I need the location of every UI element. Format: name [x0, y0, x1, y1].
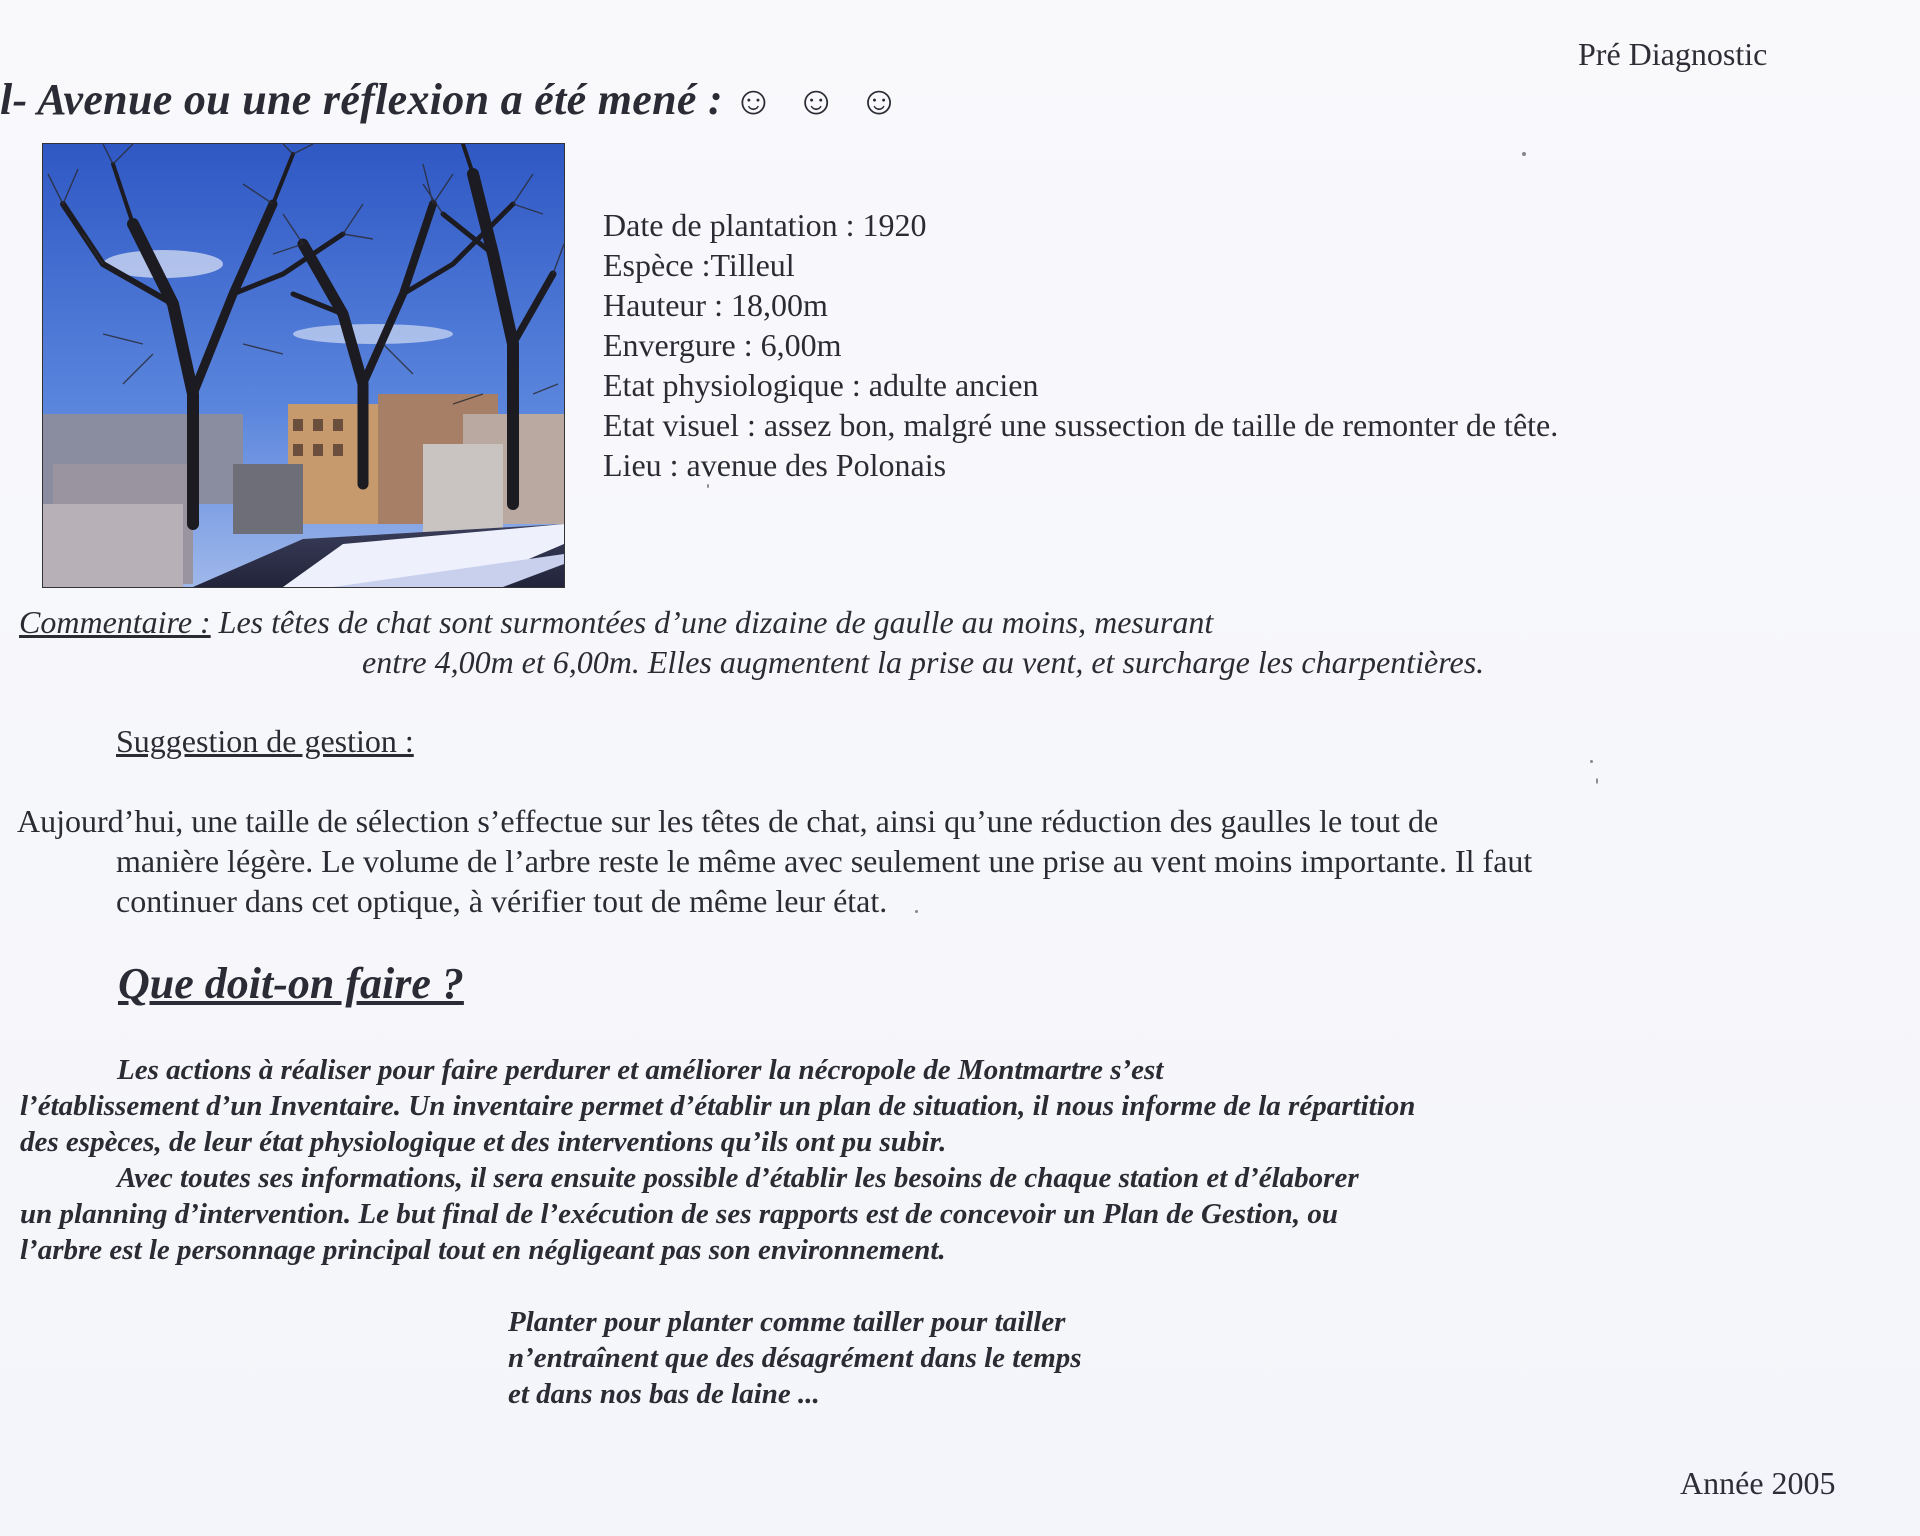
suggestion-line-3: continuer dans cet optique, à vérifier tout de même leur état. — [116, 883, 888, 919]
section-title — [0, 74, 905, 125]
scan-speck — [915, 910, 918, 913]
fact-location: Lieu : avenue des Polonais — [603, 447, 947, 483]
suggestion-paragraph — [17, 801, 1907, 921]
quote-line-3: et dans nos bas de laine ... — [508, 1378, 820, 1410]
scan-speck — [707, 484, 709, 488]
fact-visual-state: Etat visuel : assez bon, malgré une sussection de taille de remonter de tête. — [603, 407, 1559, 443]
fact-planting-date: Date de plantation : 1920 — [603, 207, 927, 243]
fact-species: Espèce :Tilleul — [603, 247, 795, 283]
actions-line-1: Les actions à réaliser pour faire perdurer et améliorer la nécropole de Montmartre s’est — [117, 1054, 1164, 1086]
fact-physiological-state: Etat physiologique : adulte ancien — [603, 367, 1039, 403]
actions-line-2: l’établissement d’un Inventaire. Un inventaire permet d’établir un plan de situation, il nous informe de la répartition — [20, 1090, 1416, 1122]
suggestion-line-1: Aujourd’hui, une taille de sélection s’effectue sur les têtes de chat, ainsi qu’une réduction des gaulles le tout de — [17, 803, 1439, 839]
comment-line-1: Les têtes de chat sont surmontées d’une dizaine de gaulle au moins, mesurant — [210, 604, 1214, 640]
quote-line-2: n’entraînent que des désagrément dans le temps — [508, 1342, 1082, 1374]
actions-line-5: un planning d’intervention. Le but final de l’exécution de ses rapports est de concevoir un Plan de Gestion, ou — [20, 1198, 1338, 1230]
actions-paragraph — [20, 1052, 1415, 1268]
fact-span: Envergure : 6,00m — [603, 327, 842, 363]
tree-avenue-photo — [42, 143, 565, 588]
quote-line-1: Planter pour planter comme tailler pour tailler — [508, 1306, 1066, 1338]
comment-label: Commentaire : — [19, 604, 211, 640]
facts-list — [603, 205, 1558, 485]
actions-line-4: Avec toutes ses informations, il sera ensuite possible d’établir les besoins de chaque station et d’élaborer — [117, 1162, 1359, 1194]
smiley-icons: ☺ ☺ ☺ — [732, 78, 906, 123]
fact-height: Hauteur : 18,00m — [603, 287, 828, 323]
comment-line-2: entre 4,00m et 6,00m. Elles augmentent la prise au vent, et surcharge les charpentières. — [362, 644, 1485, 680]
suggestion-line-2: manière légère. Le volume de l’arbre reste le même avec seulement une prise au vent moins importante. Il faut — [116, 843, 1533, 879]
header-label: Pré Diagnostic — [1578, 36, 1768, 72]
que-doit-on-faire-heading: Que doit-on faire ? — [118, 959, 464, 1008]
actions-line-6: l’arbre est le personnage principal tout en négligeant pas son environnement. — [20, 1234, 946, 1266]
closing-quote — [508, 1304, 1082, 1412]
scan-speck — [1596, 778, 1598, 784]
comment-block — [19, 602, 1484, 682]
section-title-text: l- Avenue ou une réflexion a été mené : — [0, 75, 723, 124]
actions-line-3: des espèces, de leur état physiologique et des interventions qu’ils ont pu subir. — [20, 1126, 947, 1158]
scan-speck — [1522, 152, 1526, 156]
suggestion-heading: Suggestion de gestion : — [116, 723, 414, 759]
tree-avenue-illustration — [43, 144, 564, 587]
scan-speck — [1590, 760, 1593, 763]
footer-year: Année 2005 — [1680, 1465, 1836, 1501]
